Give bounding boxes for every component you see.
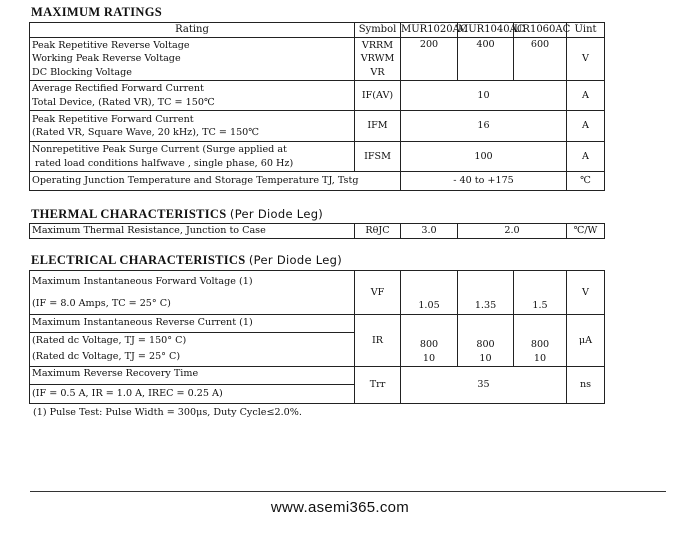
unit-cell: ns [567, 367, 605, 404]
rating-line: Maximum Reverse Recovery Time [30, 367, 354, 385]
table-row [30, 81, 605, 111]
value-line: 800 [419, 339, 439, 351]
footer-divider [30, 491, 666, 492]
rating-line: Working Peak Reverse Voltage [32, 53, 181, 65]
symbol-line: VR [370, 66, 385, 78]
symbol-cell [355, 38, 401, 81]
value-cell: 35 [401, 367, 567, 404]
rating-cell: (IF = 8.0 Amps, TC = 25° C) [30, 293, 355, 315]
symbol-cell: IR [355, 315, 401, 367]
symbol-line: VRRM [361, 40, 394, 52]
electrical-title [31, 253, 342, 268]
rating-cell [30, 111, 355, 142]
rating-cell [30, 315, 355, 367]
rating-line: DC Blocking Voltage [32, 66, 132, 78]
table-row [30, 172, 605, 191]
rating-line: (Rated VR, Square Wave, 20 kHz), TC = 150℃ [32, 127, 260, 138]
unit-cell: A [567, 111, 605, 142]
rating-line: (Rated dc Voltage, TJ = 150° C) [32, 335, 187, 346]
symbol-cell: IF(AV) [355, 81, 401, 111]
symbol-cell: IFSM [355, 142, 401, 172]
symbol-cell: VF [355, 271, 401, 315]
value-line: 800 [476, 339, 495, 351]
value-cell: 1.35 [458, 271, 514, 315]
header-symbol: Symbol [355, 23, 401, 38]
rating-line: Average Rectified Forward Current [32, 83, 204, 95]
thermal-table [29, 223, 605, 239]
value-line: 10 [479, 352, 492, 364]
unit-cell: ℃/W [567, 224, 605, 239]
unit-cell: V [567, 38, 605, 81]
footer-website: www.asemi365.com [270, 499, 410, 516]
electrical-table [29, 270, 605, 404]
value-cell: 10 [401, 81, 567, 111]
rating-cell [30, 367, 355, 404]
value-cell: 1.05 [401, 271, 458, 315]
header-unit: Uint [567, 23, 605, 38]
unit-cell: A [567, 81, 605, 111]
symbol-cell: RθJC [355, 224, 401, 239]
rating-line: Peak Repetitive Forward Current [32, 113, 194, 125]
value-line: 10 [533, 352, 547, 364]
rating-line: Nonrepetitive Peak Surge Current (Surge applied at [32, 144, 287, 156]
rating-line: rated load conditions halfwave , single phase, 60 Hz) [32, 157, 294, 169]
value-cell: 100 [401, 142, 567, 172]
value-cell: 1.5 [514, 271, 567, 315]
value-cell: 16 [401, 111, 567, 142]
table-row [30, 142, 605, 172]
value-line: 800 [530, 339, 550, 351]
max-ratings-title: MAXIMUM RATINGS [31, 5, 162, 19]
rating-cell [30, 38, 355, 81]
table-row [30, 38, 605, 81]
value-cell: - 40 to +175 [401, 172, 567, 191]
rating-line: (IF = 0.5 A, IR = 1.0 A, IREC = 0.25 A) [32, 388, 223, 399]
value-cell: 3.0 [401, 224, 458, 239]
rating-line: Peak Repetitive Reverse Voltage [32, 40, 190, 52]
value-cell: 2.0 [458, 224, 567, 239]
unit-cell: A [567, 142, 605, 172]
table-header-row [30, 23, 605, 38]
table-row [30, 315, 605, 367]
value-cell: 200 [401, 38, 458, 81]
header-mur1040ac: MUR1040AC [458, 23, 514, 38]
rating-cell [30, 142, 355, 172]
value-cell: 400 [458, 38, 514, 81]
table-row [30, 111, 605, 142]
unit-cell: V [567, 271, 605, 315]
table-row [30, 271, 605, 293]
rating-cell: Maximum Thermal Resistance, Junction to Case [30, 224, 355, 239]
electrical-title-text: ELECTRICAL CHARACTERISTICS [31, 253, 246, 267]
rating-cell [30, 81, 355, 111]
rating-line: Maximum Instantaneous Reverse Current (1) [30, 316, 354, 333]
value-line: 10 [422, 352, 436, 364]
header-rating: Rating [30, 23, 355, 38]
max-ratings-table [29, 22, 605, 191]
thermal-title-text: THERMAL CHARACTERISTICS [31, 207, 227, 221]
rating-cell: Operating Junction Temperature and Storage Temperature TJ, Tstg [30, 172, 401, 191]
unit-cell: ℃ [567, 172, 605, 191]
header-ur1060ac: UR1060AC [514, 23, 567, 38]
value-cell [458, 315, 514, 367]
value-cell: 600 [514, 38, 567, 81]
thermal-title [31, 207, 323, 222]
value-cell [401, 315, 458, 367]
electrical-subtitle: (Per Diode Leg) [248, 253, 343, 267]
rating-line: Total Device, (Rated VR), TC = 150℃ [32, 96, 215, 108]
symbol-cell: IFM [355, 111, 401, 142]
symbol-line: VRWM [360, 53, 395, 65]
table-row [30, 367, 605, 404]
thermal-subtitle: (Per Diode Leg) [229, 207, 324, 221]
rating-cell: Maximum Instantaneous Forward Voltage (1) [30, 271, 355, 293]
table-row [30, 224, 605, 239]
symbol-cell: Trr [355, 367, 401, 404]
value-cell [514, 315, 567, 367]
header-mur1020ac: MUR1020AC [401, 23, 458, 38]
pulse-test-note: (1) Pulse Test: Pulse Width = 300μs, Duty Cycle≤2.0%. [33, 407, 302, 418]
rating-line: (Rated dc Voltage, TJ = 25° C) [32, 351, 181, 362]
unit-cell: μA [567, 315, 605, 367]
